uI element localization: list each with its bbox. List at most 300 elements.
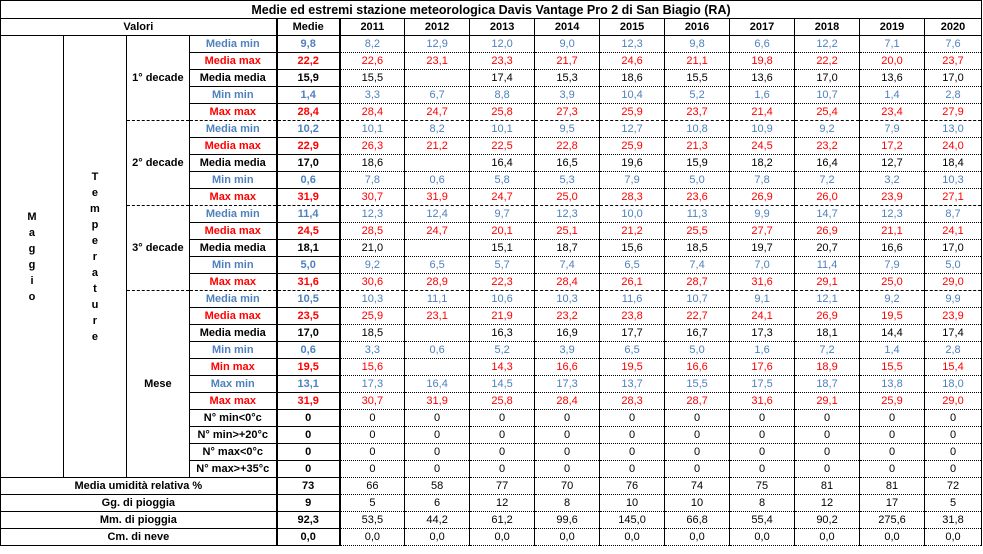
row-label: Media media: [189, 240, 276, 257]
year-value: 27,9: [925, 104, 982, 121]
year-value: 3,3: [340, 342, 405, 359]
year-value: 30,7: [340, 189, 405, 206]
year-value: 0,0: [925, 529, 982, 546]
row-label: Media min: [189, 206, 276, 223]
year-value: 18,7: [795, 376, 860, 393]
year-value: 1,6: [730, 342, 795, 359]
year-value: 17,6: [730, 359, 795, 376]
year-value: 21,2: [600, 223, 665, 240]
year-value: 16,6: [860, 240, 925, 257]
year-value: 2,8: [925, 87, 982, 104]
year-value: 0: [405, 461, 470, 478]
year-value: 28,3: [600, 393, 665, 410]
year-value: 76: [600, 478, 665, 495]
year-value: 18,1: [795, 325, 860, 342]
year-value: 23,1: [405, 53, 470, 70]
year-value: 14,3: [470, 359, 535, 376]
year-value: 28,5: [340, 223, 405, 240]
year-value: 15,5: [665, 70, 730, 87]
row-label: Gg. di pioggia: [1, 495, 277, 512]
year-value: 25,0: [860, 274, 925, 291]
year-value: 14,4: [860, 325, 925, 342]
year-value: 23,6: [665, 189, 730, 206]
year-value: 3,3: [340, 87, 405, 104]
year-value: 17,3: [535, 376, 600, 393]
year-value: 18,5: [665, 240, 730, 257]
header-year: 2020: [925, 19, 982, 36]
medie-value: 31,9: [277, 189, 340, 206]
year-value: 0: [925, 410, 982, 427]
year-value: 0: [600, 444, 665, 461]
year-value: 17: [860, 495, 925, 512]
year-value: 24,1: [730, 308, 795, 325]
year-value: 5,2: [470, 342, 535, 359]
year-value: 10,7: [795, 87, 860, 104]
row-label: Max max: [189, 104, 276, 121]
table-row: [1, 495, 982, 512]
year-value: 99,6: [535, 512, 600, 529]
year-value: 24,0: [925, 138, 982, 155]
year-value: 24,1: [925, 223, 982, 240]
year-value: 0: [340, 444, 405, 461]
year-value: 0: [535, 427, 600, 444]
year-value: 0: [860, 444, 925, 461]
medie-value: 19,5: [277, 359, 340, 376]
table-row: [1, 529, 982, 546]
year-value: 9,1: [730, 291, 795, 308]
year-value: 7,8: [340, 172, 405, 189]
year-value: 31,9: [405, 393, 470, 410]
year-value: 21,2: [405, 138, 470, 155]
year-value: 11,4: [795, 257, 860, 274]
year-value: 0: [470, 461, 535, 478]
year-value: 44,2: [405, 512, 470, 529]
year-value: 22,3: [470, 274, 535, 291]
year-value: 15,3: [535, 70, 600, 87]
year-value: 17,0: [925, 240, 982, 257]
row-label: Min min: [189, 342, 276, 359]
year-value: 10: [665, 495, 730, 512]
year-value: 0: [665, 410, 730, 427]
year-value: 5: [925, 495, 982, 512]
row-label: N° max>+35°c: [189, 461, 276, 478]
year-value: 3,9: [535, 87, 600, 104]
year-value: 10,8: [665, 121, 730, 138]
medie-value: 10,5: [277, 291, 340, 308]
year-value: 12,3: [340, 206, 405, 223]
year-value: 0: [340, 461, 405, 478]
year-value: 31,6: [730, 274, 795, 291]
year-value: 13,8: [860, 376, 925, 393]
row-label: Cm. di neve: [1, 529, 277, 546]
year-value: 145,0: [600, 512, 665, 529]
year-value: 0: [470, 427, 535, 444]
year-value: 12,3: [860, 206, 925, 223]
year-value: 70: [535, 478, 600, 495]
year-value: 75: [730, 478, 795, 495]
year-value: 31,8: [925, 512, 982, 529]
year-value: 12,2: [795, 36, 860, 53]
year-value: 0,0: [470, 529, 535, 546]
year-value: 18,6: [600, 70, 665, 87]
year-value: 10: [600, 495, 665, 512]
year-value: 24,5: [730, 138, 795, 155]
medie-value: 0: [277, 427, 340, 444]
year-value: 0,0: [600, 529, 665, 546]
year-value: 29,1: [795, 393, 860, 410]
year-value: 29,1: [795, 274, 860, 291]
year-value: 3,9: [535, 342, 600, 359]
year-value: 7,8: [730, 172, 795, 189]
year-value: 7,2: [795, 172, 860, 189]
year-value: 2,8: [925, 342, 982, 359]
year-value: 0: [600, 427, 665, 444]
year-value: 24,7: [470, 189, 535, 206]
header-year: 2011: [340, 19, 405, 36]
year-value: 7,6: [925, 36, 982, 53]
year-value: 1,4: [860, 342, 925, 359]
year-value: 16,9: [535, 325, 600, 342]
year-value: 24,7: [405, 223, 470, 240]
year-value: 13,7: [600, 376, 665, 393]
year-value: 0: [535, 444, 600, 461]
year-value: 7,1: [860, 36, 925, 53]
row-label: Max max: [189, 393, 276, 410]
year-value: 7,9: [860, 257, 925, 274]
year-value: 7,9: [860, 121, 925, 138]
year-value: 0: [730, 410, 795, 427]
header-year: 2016: [665, 19, 730, 36]
year-value: 6,5: [405, 257, 470, 274]
year-value: 5,8: [470, 172, 535, 189]
year-value: 19,5: [860, 308, 925, 325]
year-value: 29,0: [925, 274, 982, 291]
year-value: 28,4: [535, 274, 600, 291]
year-value: 6: [405, 495, 470, 512]
year-value: 26,9: [730, 189, 795, 206]
year-value: 20,1: [470, 223, 535, 240]
period-label: 3° decade: [126, 206, 189, 291]
year-value: 9,2: [340, 257, 405, 274]
year-value: 18,0: [925, 376, 982, 393]
year-value: 7,0: [730, 257, 795, 274]
year-value: 18,4: [925, 155, 982, 172]
year-value: 81: [795, 478, 860, 495]
row-label: N° max<0°c: [189, 444, 276, 461]
header-year: 2013: [470, 19, 535, 36]
year-value: 12,3: [600, 36, 665, 53]
year-value: 0: [405, 410, 470, 427]
year-value: 10,6: [470, 291, 535, 308]
year-value: 0: [795, 410, 860, 427]
row-label: Media media: [189, 70, 276, 87]
year-value: 275,6: [860, 512, 925, 529]
year-value: 5,0: [665, 342, 730, 359]
row-label: Media media: [189, 155, 276, 172]
year-value: 6,5: [600, 342, 665, 359]
medie-value: 31,6: [277, 274, 340, 291]
year-value: 25,0: [535, 189, 600, 206]
year-value: 5,0: [665, 172, 730, 189]
year-value: 11,1: [405, 291, 470, 308]
year-value: 12,7: [860, 155, 925, 172]
year-value: 8,7: [925, 206, 982, 223]
year-value: 0: [665, 461, 730, 478]
medie-value: 0: [277, 461, 340, 478]
year-value: 18,6: [340, 155, 405, 172]
year-value: 15,4: [925, 359, 982, 376]
year-value: 6,6: [730, 36, 795, 53]
year-value: 9,5: [535, 121, 600, 138]
year-value: 12: [795, 495, 860, 512]
year-value: 6,5: [600, 257, 665, 274]
year-value: 24,7: [405, 104, 470, 121]
year-value: 23,7: [665, 104, 730, 121]
year-value: 23,3: [470, 53, 535, 70]
year-value: 28,4: [340, 104, 405, 121]
year-value: [405, 240, 470, 257]
year-value: 25,1: [535, 223, 600, 240]
year-value: 0: [925, 444, 982, 461]
year-value: 0: [470, 444, 535, 461]
year-value: 21,3: [665, 138, 730, 155]
year-value: 58: [405, 478, 470, 495]
year-value: 0: [470, 410, 535, 427]
year-value: 22,6: [340, 53, 405, 70]
medie-value: 17,0: [277, 325, 340, 342]
medie-value: 13,1: [277, 376, 340, 393]
year-value: 9,9: [730, 206, 795, 223]
year-value: 27,3: [535, 104, 600, 121]
year-value: 12,3: [535, 206, 600, 223]
year-value: [405, 359, 470, 376]
year-value: 61,2: [470, 512, 535, 529]
year-value: 19,8: [730, 53, 795, 70]
year-value: 27,1: [925, 189, 982, 206]
header-year: 2015: [600, 19, 665, 36]
year-value: 25,8: [470, 104, 535, 121]
year-value: 7,4: [665, 257, 730, 274]
medie-value: 0,6: [277, 172, 340, 189]
year-value: 14,7: [795, 206, 860, 223]
row-label: Min min: [189, 257, 276, 274]
year-value: 21,1: [665, 53, 730, 70]
year-value: 16,6: [665, 359, 730, 376]
year-value: 0: [860, 410, 925, 427]
year-value: 16,5: [535, 155, 600, 172]
year-value: 8: [535, 495, 600, 512]
year-value: 31,6: [730, 393, 795, 410]
year-value: 15,6: [600, 240, 665, 257]
year-value: 14,5: [470, 376, 535, 393]
year-value: 10,3: [925, 172, 982, 189]
year-value: 12,0: [470, 36, 535, 53]
year-value: 21,7: [535, 53, 600, 70]
year-value: 9,2: [795, 121, 860, 138]
year-value: 0: [665, 444, 730, 461]
year-value: 5,2: [665, 87, 730, 104]
year-value: 23,2: [795, 138, 860, 155]
year-value: 0,0: [795, 529, 860, 546]
year-value: 9,8: [665, 36, 730, 53]
year-value: 20,0: [860, 53, 925, 70]
year-value: 0: [340, 427, 405, 444]
year-value: 25,9: [860, 393, 925, 410]
year-value: 16,4: [470, 155, 535, 172]
year-value: 15,5: [340, 70, 405, 87]
year-value: 17,3: [340, 376, 405, 393]
year-value: 72: [925, 478, 982, 495]
table-row: [1, 512, 982, 529]
year-value: 1,6: [730, 87, 795, 104]
year-value: 11,6: [600, 291, 665, 308]
year-value: 0: [860, 461, 925, 478]
year-value: 13,0: [925, 121, 982, 138]
year-value: 0: [600, 461, 665, 478]
row-label: Max max: [189, 189, 276, 206]
year-value: 7,2: [795, 342, 860, 359]
header-valori: Valori: [1, 19, 277, 36]
year-value: 5,3: [535, 172, 600, 189]
year-value: 18,2: [730, 155, 795, 172]
year-value: 17,2: [860, 138, 925, 155]
year-value: 66,8: [665, 512, 730, 529]
year-value: 19,5: [600, 359, 665, 376]
year-value: 25,9: [600, 104, 665, 121]
year-value: 30,7: [340, 393, 405, 410]
header-year: 2014: [535, 19, 600, 36]
year-value: 20,7: [795, 240, 860, 257]
year-value: 9,9: [925, 291, 982, 308]
year-value: 7,9: [600, 172, 665, 189]
year-value: 25,5: [665, 223, 730, 240]
row-label: N° min>+20°c: [189, 427, 276, 444]
row-label: Media min: [189, 36, 276, 53]
year-value: 16,6: [535, 359, 600, 376]
year-value: 21,4: [730, 104, 795, 121]
year-value: 10,1: [470, 121, 535, 138]
year-value: 28,4: [535, 393, 600, 410]
year-value: 17,0: [925, 70, 982, 87]
medie-value: 28,4: [277, 104, 340, 121]
year-value: 8,2: [340, 36, 405, 53]
year-value: 0,0: [860, 529, 925, 546]
header-medie: Medie: [277, 19, 340, 36]
medie-value: 0: [277, 444, 340, 461]
year-value: 12,4: [405, 206, 470, 223]
medie-value: 5,0: [277, 257, 340, 274]
year-value: 28,9: [405, 274, 470, 291]
month-label: M a g g i o: [1, 36, 64, 478]
period-label: 2° decade: [126, 121, 189, 206]
year-value: 26,1: [600, 274, 665, 291]
row-label: Media media: [189, 325, 276, 342]
row-label: Media min: [189, 291, 276, 308]
year-value: 17,0: [795, 70, 860, 87]
year-value: 0,0: [535, 529, 600, 546]
year-value: 9,0: [535, 36, 600, 53]
year-value: 23,9: [860, 189, 925, 206]
year-value: 9,7: [470, 206, 535, 223]
row-label: Media umidità relativa %: [1, 478, 277, 495]
year-value: 19,7: [730, 240, 795, 257]
year-value: 18,5: [340, 325, 405, 342]
row-label: Media max: [189, 138, 276, 155]
year-value: 16,4: [795, 155, 860, 172]
medie-value: 9: [277, 495, 340, 512]
medie-value: 92,3: [277, 512, 340, 529]
year-value: 8: [730, 495, 795, 512]
year-value: [405, 70, 470, 87]
year-value: 25,9: [600, 138, 665, 155]
temperature-label: T e m p e r a t u r e: [63, 36, 126, 478]
period-label: Mese: [126, 291, 189, 478]
year-value: 0,6: [405, 342, 470, 359]
year-value: 28,7: [665, 274, 730, 291]
year-value: 0: [860, 427, 925, 444]
year-value: 8,2: [405, 121, 470, 138]
year-value: 16,7: [665, 325, 730, 342]
year-value: 22,8: [535, 138, 600, 155]
year-value: 77: [470, 478, 535, 495]
year-value: 81: [860, 478, 925, 495]
medie-value: 24,5: [277, 223, 340, 240]
year-value: 17,4: [470, 70, 535, 87]
year-value: 0: [795, 444, 860, 461]
year-value: 26,9: [795, 308, 860, 325]
year-value: 15,6: [340, 359, 405, 376]
year-value: 23,1: [405, 308, 470, 325]
row-label: Media max: [189, 308, 276, 325]
year-value: 10,3: [340, 291, 405, 308]
year-value: 0: [795, 427, 860, 444]
year-value: 12: [470, 495, 535, 512]
medie-value: 22,2: [277, 53, 340, 70]
year-value: 26,0: [795, 189, 860, 206]
year-value: 8,8: [470, 87, 535, 104]
year-value: 29,0: [925, 393, 982, 410]
year-value: 0: [730, 461, 795, 478]
year-value: 17,7: [600, 325, 665, 342]
year-value: 16,3: [470, 325, 535, 342]
medie-value: 17,0: [277, 155, 340, 172]
year-value: 7,4: [535, 257, 600, 274]
year-value: 0: [535, 461, 600, 478]
year-value: 15,1: [470, 240, 535, 257]
year-value: 15,9: [665, 155, 730, 172]
medie-value: 0: [277, 410, 340, 427]
year-value: 0: [795, 461, 860, 478]
year-value: 23,7: [925, 53, 982, 70]
table-row: [1, 478, 982, 495]
medie-value: 9,8: [277, 36, 340, 53]
year-value: 5: [340, 495, 405, 512]
medie-value: 11,4: [277, 206, 340, 223]
year-value: 17,4: [925, 325, 982, 342]
medie-value: 23,5: [277, 308, 340, 325]
year-value: 11,3: [665, 206, 730, 223]
year-value: 0: [535, 410, 600, 427]
table-row: [1, 206, 982, 223]
year-value: 25,9: [340, 308, 405, 325]
year-value: 26,9: [795, 223, 860, 240]
header-year: 2019: [860, 19, 925, 36]
year-value: 21,0: [340, 240, 405, 257]
year-value: 10,9: [730, 121, 795, 138]
row-label: Min min: [189, 87, 276, 104]
year-value: 0: [340, 410, 405, 427]
year-value: 9,2: [860, 291, 925, 308]
